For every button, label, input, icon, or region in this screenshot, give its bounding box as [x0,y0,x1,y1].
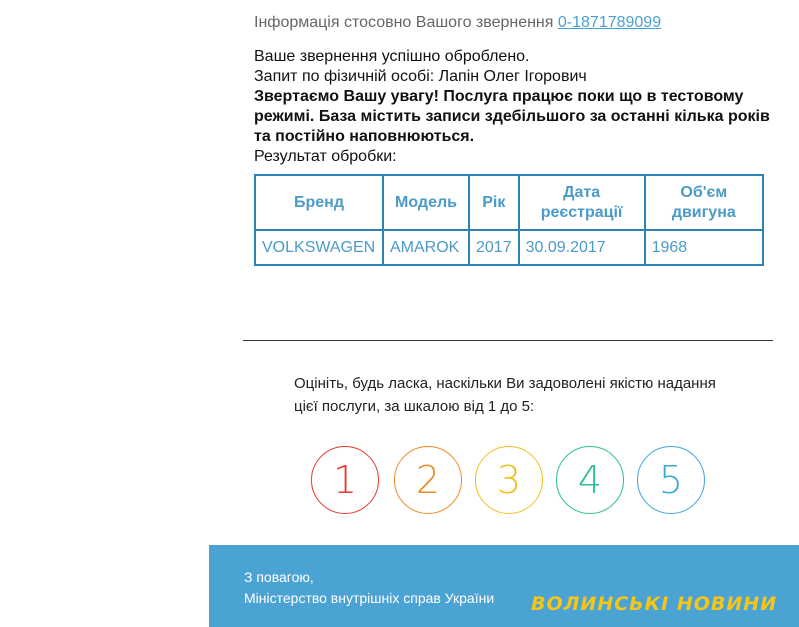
info-label: Інформація стосовно Вашого звернення [254,14,554,31]
cell-brand: VOLKSWAGEN [255,230,383,265]
result-label: Результат обробки: [254,148,397,165]
footer-signature [244,567,494,609]
rating-scale [309,446,729,518]
request-id-link[interactable]: 0-1871789099 [557,14,662,31]
footer [209,545,799,627]
status-line: Ваше звернення успішно оброблено. [254,48,530,65]
rating-button-3[interactable]: 3 [475,446,543,514]
column-header-year: Рік [469,175,519,230]
rating-button-5[interactable]: 5 [637,446,705,514]
message-body [254,47,774,167]
rating-prompt: Оцініть, будь ласка, наскільки Ви задоволені якістю надання цієї послуги, за шкалою від 1 до 5: [294,375,716,415]
watermark-logo: ВОЛИНСЬКІ НОВИНИ [531,593,778,615]
ministry-name: Міністерство внутрішніх справ України [244,590,495,606]
warning-text: Звертаємо Вашу увагу! Послуга працює поки що в тестовому режимі. База містить записи здебільшого за останні кілька років та постійно наповнюються. [254,88,770,145]
column-header-brand: Бренд [255,175,383,230]
message-content [254,12,774,167]
column-header-engine-volume: Об'єм двигуна [645,175,763,230]
cell-model: AMAROK [383,230,469,265]
info-line [254,12,774,34]
results-table [254,174,764,266]
regards-text: З повагою, [244,569,314,585]
cell-year: 2017 [469,230,519,265]
column-header-model: Модель [383,175,469,230]
rating-button-1[interactable]: 1 [311,446,379,514]
table-row [255,230,763,265]
cell-engine-volume: 1968 [645,230,763,265]
divider [243,340,773,341]
rating-button-2[interactable]: 2 [394,446,462,514]
request-person-line: Запит по фізичній особі: Лапін Олег Ігорович [254,68,587,85]
cell-registration-date: 30.09.2017 [519,230,645,265]
rating-button-4[interactable]: 4 [556,446,624,514]
table-header-row [255,175,763,230]
column-header-registration-date: Дата реєстрації [519,175,645,230]
